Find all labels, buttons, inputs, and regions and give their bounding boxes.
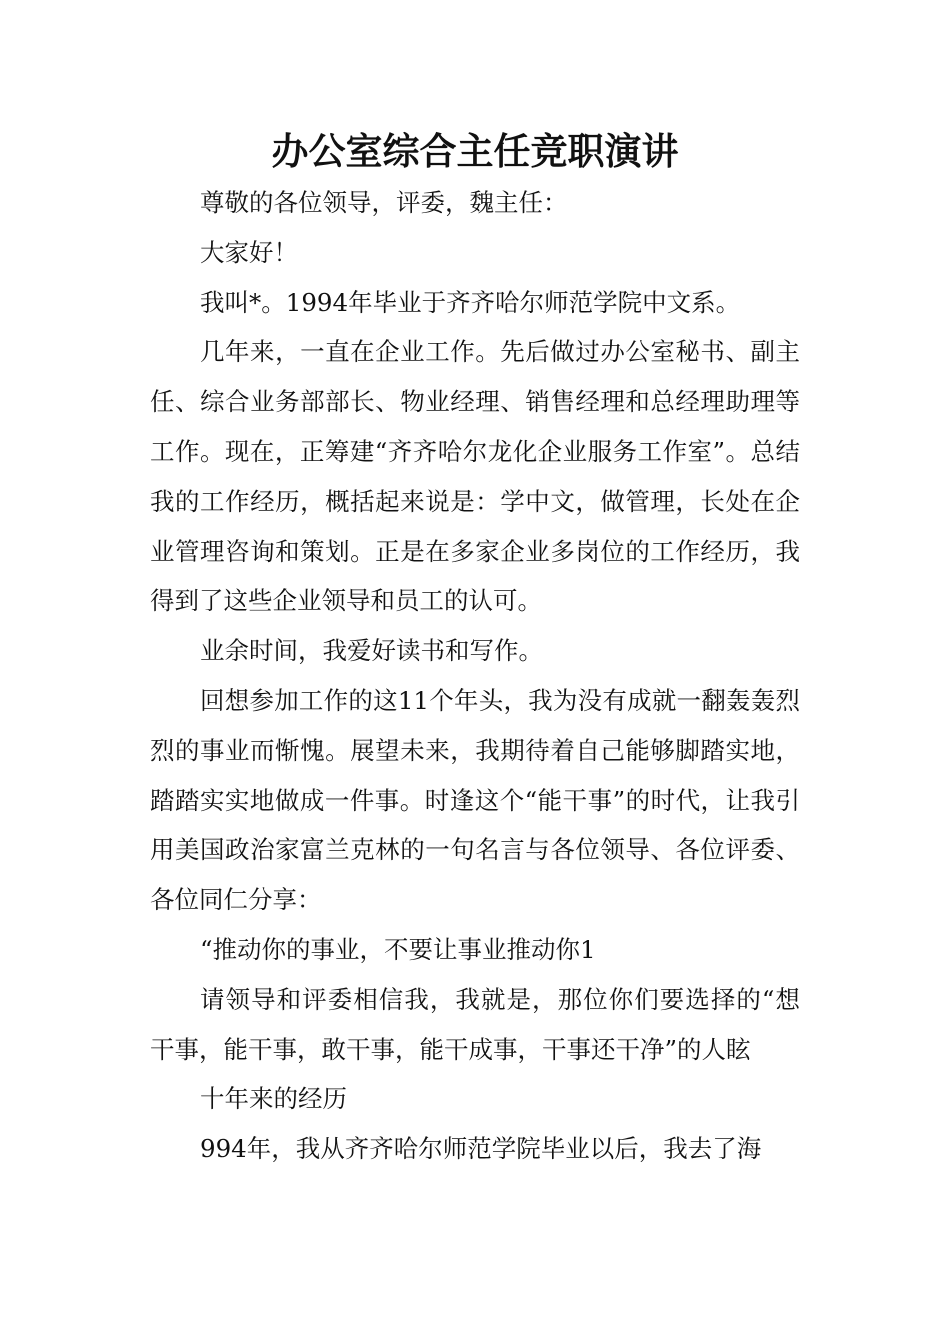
section-heading: 十年来的经历 <box>200 1084 347 1114</box>
greeting-paragraph: 大家好！ <box>200 237 298 267</box>
hobby-paragraph: 业余时间，我爱好读书和写作。 <box>200 636 543 666</box>
appeal-paragraph: 请领导和评委相信我，我就是，那位你们要选择的“想干事，能干事，敢干事，能干成事，干事还干净”的人眩 <box>150 984 800 1064</box>
intro-paragraph: 我叫*。1994年毕业于齐齐哈尔师范学院中文系。 <box>200 287 741 317</box>
quote-paragraph: “推动你的事业，不要让事业推动你1 <box>200 934 596 964</box>
reflection-paragraph: 回想参加工作的这11个年头，我为没有成就一翻轰轰烈烈的事业而惭愧。展望未来，我期待着自己能够脚踏实地，踏踏实实地做成一件事。时逢这个“能干事”的时代，让我引用美国政治家富兰克林的一句名言与各位领导、各位评委、各位同仁分享： <box>150 685 800 915</box>
salutation-paragraph: 尊敬的各位领导，评委，魏主任： <box>200 188 568 217</box>
document-title: 办公室综合主任竞职演讲 <box>271 129 679 173</box>
history-paragraph: 994年，我从齐齐哈尔师范学院毕业以后，我去了海 <box>200 1134 762 1164</box>
document-body <box>150 178 800 1174</box>
experience-paragraph: 几年来，一直在企业工作。先后做过办公室秘书、副主任、综合业务部部长、物业经理、销售经理和总经理助理等工作。现在，正筹建“齐齐哈尔龙化企业服务工作室”。总结我的工作经历，概括起来说是：学中文，做管理，长处在企业管理咨询和策划。正是在多家企业多岗位的工作经历，我得到了这些企业领导和员工的认可。 <box>150 337 800 616</box>
